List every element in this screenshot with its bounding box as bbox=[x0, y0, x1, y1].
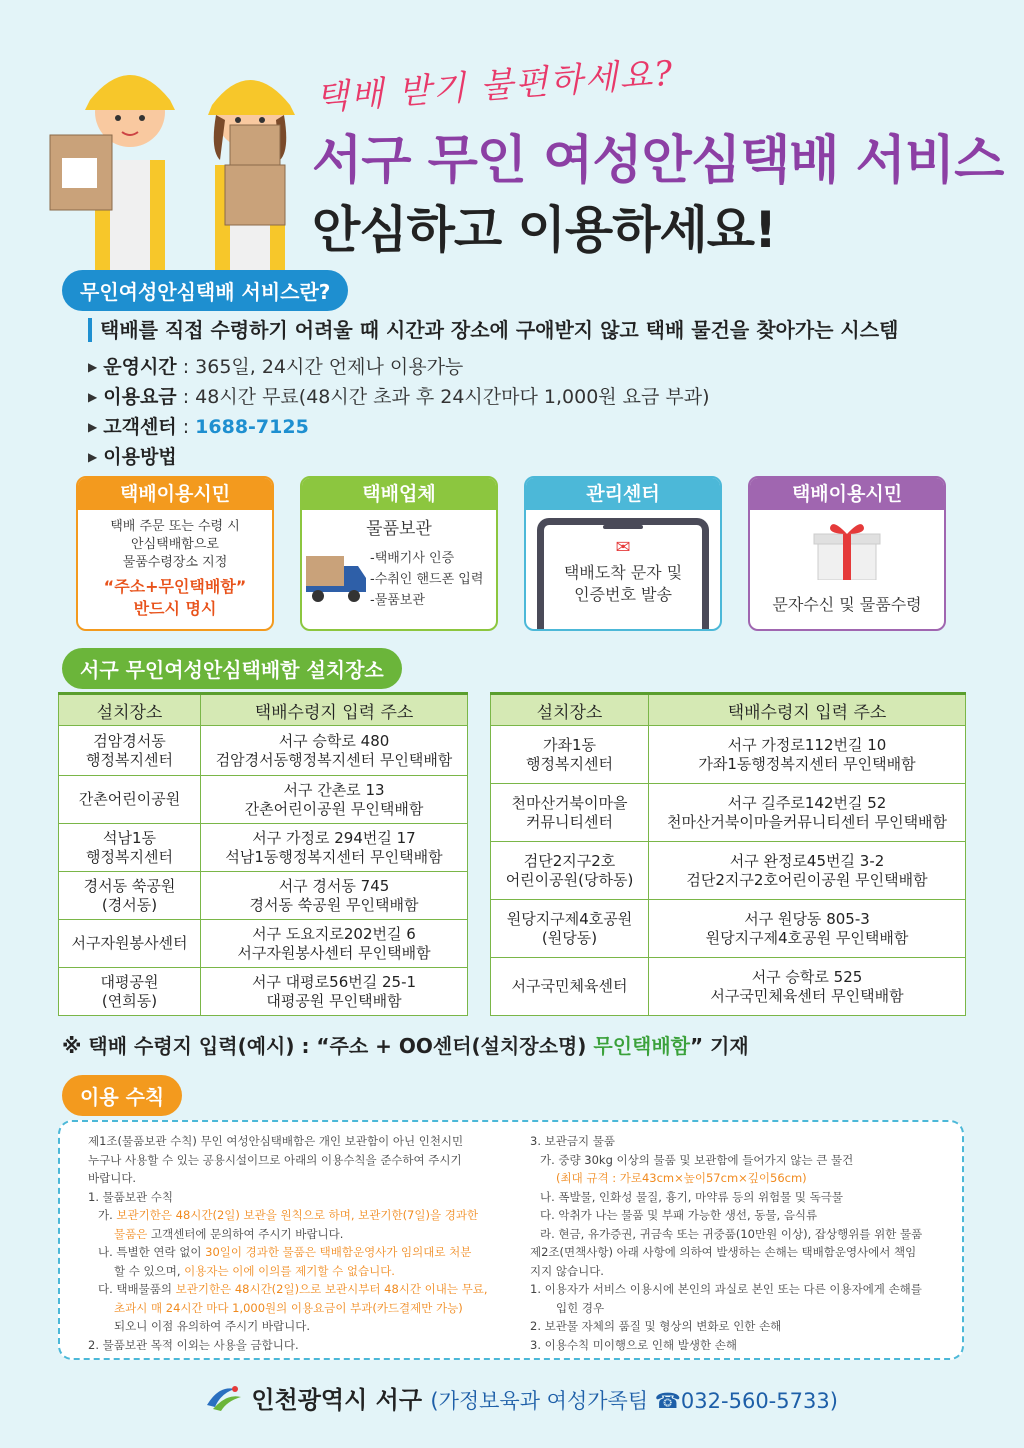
rule-line: 지지 않습니다. bbox=[530, 1263, 604, 1278]
address-line: 서구 가정로 294번길 17 bbox=[252, 828, 416, 847]
rule-line: 3. 이용수칙 미이행으로 인해 발생한 손해 bbox=[530, 1337, 737, 1352]
step-highlight-2: 반드시 명시 bbox=[133, 599, 217, 618]
address-line: 서구 길주로142번길 52 bbox=[727, 793, 887, 812]
rule-line: 다. 악취가 나는 물품 및 부패 가능한 생선, 동물, 음식류 bbox=[540, 1208, 818, 1222]
rule-text: 가. bbox=[98, 1208, 117, 1222]
rule-highlight: 보관기한은 48시간(2일) 보관을 원칙으로 하며, 보관기한(7일)을 경과한 bbox=[116, 1208, 479, 1222]
header-title-line2: 안심하고 이용하세요! bbox=[312, 201, 776, 259]
place-name: 간촌어린이공원 bbox=[78, 790, 181, 808]
rule-line bbox=[88, 1262, 508, 1281]
center-colon: : bbox=[182, 416, 190, 438]
header-title: 서구 무인 여성안심택배 서비스 bbox=[312, 131, 1004, 191]
address-line-2: 석남1동행정복지센터 무인택배함 bbox=[225, 847, 443, 866]
place-name-2: 행정복지센터 bbox=[86, 847, 173, 866]
center-phone: 1688-7125 bbox=[195, 416, 309, 438]
place-name: 검단2지구2호 bbox=[523, 851, 616, 870]
header-subtitle: 택배 받기 불편하세요? bbox=[314, 53, 676, 119]
step-highlight: “주소+무인택배함” bbox=[103, 577, 247, 596]
column-header-place: 설치장소 bbox=[491, 694, 649, 726]
table-row bbox=[59, 872, 468, 920]
center-label: 고객센터 bbox=[103, 416, 177, 438]
footer bbox=[205, 1380, 838, 1415]
table-row bbox=[59, 726, 468, 776]
place-name: 원당지구제4호공원 bbox=[506, 909, 633, 928]
rule-line bbox=[88, 1225, 508, 1244]
fee-value: : 48시간 무료(48시간 초과 후 24시간마다 1,000원 요금 부과) bbox=[182, 386, 710, 408]
address-line: 서구 가정로112번길 10 bbox=[727, 735, 887, 754]
rule-line bbox=[88, 1206, 508, 1225]
address-line-2: 검단2지구2호어린이공원 무인택배함 bbox=[686, 870, 928, 889]
address-line: 서구 경서동 745 bbox=[278, 876, 390, 895]
rule-text: 고객센터에 문의하여 주시기 바랍니다. bbox=[147, 1226, 344, 1241]
rule-highlight: 이용자는 이에 이의를 제기할 수 없습니다. bbox=[184, 1263, 395, 1278]
address-line: 서구 완정로45번길 3-2 bbox=[729, 851, 885, 870]
rule-line: (최대 규격 : 가로43cm×높이57cm×깊이56cm) bbox=[556, 1171, 807, 1185]
place-name: 천마산거북이마을 bbox=[511, 793, 628, 812]
column-header-address: 택배수령지 입력 주소 bbox=[649, 694, 966, 726]
step-line: -수취인 핸드폰 입력 bbox=[370, 572, 484, 587]
table-row bbox=[491, 842, 966, 900]
step-line: 문자수신 및 물품수령 bbox=[772, 595, 922, 614]
triangle-bullet-icon: ▶ bbox=[88, 420, 98, 434]
fee-row bbox=[88, 382, 710, 409]
rule-highlight: 물품은 bbox=[114, 1226, 148, 1241]
rule-text: 나. 특별한 연락 없이 bbox=[98, 1245, 206, 1259]
step-line: 안심택배함으로 bbox=[131, 537, 219, 552]
triangle-bullet-icon: ▶ bbox=[88, 360, 98, 374]
rule-line: 초과시 매 24시간 마다 1,000원의 이용요금이 부과(카드결제만 가능) bbox=[114, 1300, 463, 1315]
address-line-2: 간촌어린이공원 무인택배함 bbox=[244, 799, 424, 818]
table-row bbox=[59, 824, 468, 872]
rule-line: 되오니 이점 유의하여 주시기 바랍니다. bbox=[114, 1319, 311, 1333]
place-name-2: 행정복지센터 bbox=[86, 750, 173, 769]
address-line: 서구 간촌로 13 bbox=[283, 780, 385, 799]
place-name: 경서동 쑥공원 bbox=[83, 876, 176, 895]
address-line-2: 서구자원봉사센터 무인택배함 bbox=[237, 943, 431, 962]
note-suffix: ” 기재 bbox=[689, 1034, 749, 1058]
hours-value: : 365일, 24시간 언제나 이용가능 bbox=[182, 356, 464, 378]
address-line-2: 천마산거북이마을커뮤니티센터 무인택배함 bbox=[666, 812, 948, 831]
place-name: 석남1동 bbox=[102, 828, 156, 847]
address-line-2: 대평공원 무인택배함 bbox=[266, 991, 402, 1010]
table-row bbox=[491, 784, 966, 842]
step-card-courier bbox=[300, 476, 498, 631]
rule-line: 가. 중량 30kg 이상의 물품 및 보관함에 들어가지 않는 큰 물건 bbox=[540, 1152, 854, 1167]
rule-text: 할 수 있으며, bbox=[114, 1263, 185, 1278]
service-description: 택배를 직접 수령하기 어려울 때 시간과 장소에 구애받지 않고 택배 물건을 찾아가는 시스템 bbox=[88, 318, 898, 342]
place-name-2: (원당동) bbox=[541, 928, 598, 947]
column-header-address: 택배수령지 입력 주소 bbox=[201, 694, 468, 726]
step-title: 관리센터 bbox=[526, 478, 720, 510]
locations-section-pill: 서구 무인여성안심택배함 설치장소 bbox=[62, 648, 402, 689]
delivery-workers-illustration bbox=[40, 40, 310, 270]
mail-icon: ✉ bbox=[615, 537, 631, 558]
note-prefix: ※ 택배 수령지 입력(예시) : “주소 + OO센터(설치장소명) bbox=[62, 1034, 594, 1058]
incheon-logo-icon bbox=[205, 1383, 243, 1413]
rule-line: 3. 보관금지 물품 bbox=[530, 1134, 615, 1148]
center-row bbox=[88, 412, 309, 439]
rules-section-pill: 이용 수칙 bbox=[62, 1075, 182, 1116]
step-card-citizen-pickup bbox=[748, 476, 946, 631]
step-title: 택배업체 bbox=[302, 478, 496, 510]
phone-screen-icon bbox=[537, 518, 709, 631]
rule-line: 2. 보관물 자체의 품질 및 형상의 변화로 인한 손해 bbox=[530, 1319, 782, 1333]
place-name-2: 어린이공원(당하동) bbox=[505, 870, 634, 889]
table-row bbox=[491, 958, 966, 1016]
address-line-2: 검암경서동행정복지센터 무인택배함 bbox=[215, 750, 453, 769]
rule-line: 제1조(물품보관 수칙) 무인 여성안심택배함은 개인 보관함이 아닌 인천시민 bbox=[88, 1134, 464, 1148]
table-row bbox=[491, 726, 966, 784]
place-name-2: (연희동) bbox=[101, 991, 158, 1010]
rule-line: 제2조(면책사항) 아래 사항에 의하여 발생하는 손해는 택배함운영사에서 책임 bbox=[530, 1245, 917, 1259]
rule-line: 라. 현금, 유가증권, 귀금속 또는 귀중품(10만원 이상), 잡상행위를 위한 물품 bbox=[540, 1226, 923, 1241]
rule-line: 1. 물품보관 수칙 bbox=[88, 1189, 173, 1204]
rule-line: 입힌 경우 bbox=[556, 1300, 605, 1315]
step-card-management bbox=[524, 476, 722, 631]
address-line: 서구 도요지로202번길 6 bbox=[252, 924, 416, 943]
rule-highlight: 보관기한은 48시간(2일)으로 보관시부터 48시간 이내는 무료, bbox=[175, 1282, 488, 1296]
place-name: 서구자원봉사센터 bbox=[71, 934, 188, 952]
place-name-2: 커뮤니티센터 bbox=[526, 812, 613, 831]
column-header-place: 설치장소 bbox=[59, 694, 201, 726]
delivery-truck-icon bbox=[306, 546, 368, 608]
place-name: 서구국민체육센터 bbox=[511, 977, 628, 995]
table-row bbox=[491, 900, 966, 958]
place-name-2: 행정복지센터 bbox=[526, 754, 613, 773]
address-line: 서구 승학로 525 bbox=[751, 967, 863, 986]
place-name: 가좌1동 bbox=[542, 735, 596, 754]
footer-org: 인천광역시 서구 bbox=[251, 1386, 423, 1414]
fee-label: 이용요금 bbox=[103, 386, 177, 408]
address-line: 서구 승학로 480 bbox=[278, 731, 390, 750]
triangle-bullet-icon: ▶ bbox=[88, 450, 98, 464]
step-line: 택배 주문 또는 수령 시 bbox=[110, 519, 240, 534]
rule-line bbox=[88, 1243, 508, 1262]
address-line-2: 원당지구제4호공원 무인택배함 bbox=[705, 928, 909, 947]
step-title: 택배이용시민 bbox=[78, 478, 272, 510]
rule-line: 누구나 사용할 수 있는 공용시설이므로 아래의 이용수칙을 준수하여 주시기 bbox=[88, 1152, 462, 1167]
address-line-2: 경서동 쑥공원 무인택배함 bbox=[249, 895, 419, 914]
table-row bbox=[59, 968, 468, 1016]
address-example-note bbox=[62, 1030, 749, 1059]
table-row bbox=[59, 776, 468, 824]
triangle-bullet-icon: ▶ bbox=[88, 390, 98, 404]
hours-label: 운영시간 bbox=[103, 356, 177, 378]
rule-highlight: 30일이 경과한 물품은 택배함운영사가 임의대로 처분 bbox=[205, 1245, 472, 1259]
rules-box bbox=[58, 1120, 964, 1360]
rule-line: 바랍니다. bbox=[88, 1171, 137, 1185]
note-highlight: 무인택배함 bbox=[593, 1034, 690, 1058]
address-line: 서구 원당동 805-3 bbox=[744, 909, 870, 928]
rule-text: 다. 택배물품의 bbox=[98, 1282, 176, 1296]
footer-department: (가정보육과 여성가족팀 ☎032-560-5733) bbox=[430, 1389, 838, 1413]
address-line-2: 서구국민체육센터 무인택배함 bbox=[710, 986, 904, 1005]
intro-section-pill: 무인여성안심택배 서비스란? bbox=[62, 270, 348, 311]
hours-row bbox=[88, 352, 463, 379]
locations-table-right bbox=[490, 692, 966, 1016]
address-line-2: 가좌1동행정복지센터 무인택배함 bbox=[698, 754, 916, 773]
rule-line: 나. 폭발물, 인화성 물질, 흉기, 마약류 등의 위험물 및 독극물 bbox=[540, 1189, 844, 1204]
place-name: 대평공원 bbox=[100, 972, 159, 991]
place-name: 검암경서동 bbox=[93, 731, 166, 750]
locations-table-left bbox=[58, 692, 468, 1016]
method-label: 이용방법 bbox=[103, 446, 177, 468]
place-name-2: (경서동) bbox=[101, 895, 158, 914]
step-line: -택배기사 인증 bbox=[370, 551, 455, 566]
step-line-2: 인증번호 발송 bbox=[574, 585, 672, 604]
address-line: 서구 대평로56번길 25-1 bbox=[251, 972, 417, 991]
step-card-citizen-order bbox=[76, 476, 274, 631]
rule-line: 2. 물품보관 목적 이외는 사용을 금합니다. bbox=[88, 1337, 299, 1352]
table-row bbox=[59, 920, 468, 968]
rule-line: 1. 이용자가 서비스 이용시에 본인의 과실로 본인 또는 다른 이용자에게 손해를 bbox=[530, 1282, 922, 1296]
step-line: 택배도착 문자 및 bbox=[563, 563, 683, 582]
step-title: 택배이용시민 bbox=[750, 478, 944, 510]
rule-line bbox=[88, 1280, 508, 1299]
gift-box-icon bbox=[812, 518, 882, 580]
step-line: 물품수령장소 지정 bbox=[122, 555, 228, 570]
step-head: 물품보관 bbox=[366, 519, 432, 539]
method-row bbox=[88, 442, 177, 469]
step-line: -물품보관 bbox=[370, 593, 425, 608]
